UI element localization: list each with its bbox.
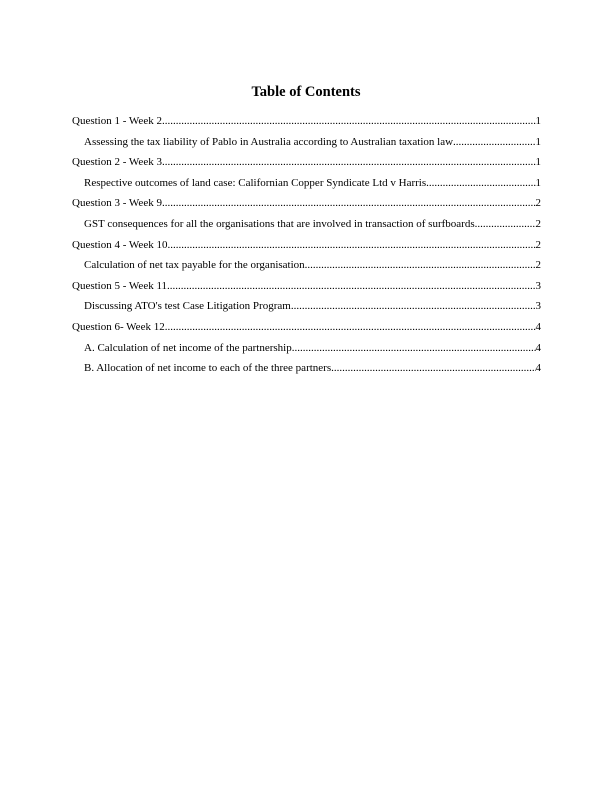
dot-leader [453, 132, 535, 153]
toc-entry[interactable] [72, 111, 541, 132]
toc-entry-page: 4 [535, 341, 541, 354]
toc-entry-page: 2 [535, 217, 541, 230]
toc-entry-page: 3 [535, 279, 541, 292]
toc-entry-page: 2 [535, 238, 541, 251]
toc-entry-label: Question 3 - Week 9 [72, 197, 162, 210]
toc-entry-page: 2 [535, 197, 541, 210]
toc-entry[interactable] [72, 173, 541, 194]
toc-entry[interactable] [72, 358, 541, 379]
toc-entry[interactable] [72, 214, 541, 235]
toc-entry[interactable] [72, 338, 541, 359]
toc-entry[interactable] [72, 296, 541, 317]
dot-leader [162, 193, 536, 214]
dot-leader [165, 317, 536, 338]
toc-entry[interactable] [72, 132, 541, 153]
toc-entry-label: Assessing the tax liability of Pablo in Australia according to Australian taxation law [84, 135, 454, 148]
dot-leader [167, 235, 535, 256]
toc-entry-page: 1 [535, 115, 541, 127]
dot-leader [291, 296, 536, 317]
toc-entry-label: Question 5 - Week 11 [72, 279, 168, 292]
toc-entry-label: GST consequences for all the organisations that are involved in transaction of surfboards [84, 217, 475, 230]
dot-leader [331, 358, 535, 379]
toc-entry-label: Calculation of net tax payable for the organisation [84, 259, 305, 272]
toc-entry[interactable] [72, 276, 541, 297]
dot-leader [167, 276, 535, 297]
toc-entry[interactable] [72, 317, 541, 338]
toc-entry-page: 4 [535, 362, 541, 375]
dot-leader [292, 338, 536, 359]
toc-entry-label: A. Calculation of net income of the partnership [84, 341, 292, 354]
toc-entry[interactable] [72, 193, 541, 214]
toc-entry[interactable] [72, 255, 541, 276]
toc-entry-page: 1 [535, 135, 541, 148]
toc-entry[interactable] [72, 235, 541, 256]
toc-entry-label: Question 6- Week 12 [72, 320, 165, 333]
toc-entry-page: 2 [535, 259, 541, 272]
dot-leader [475, 214, 536, 235]
toc-entry-page: 3 [535, 300, 541, 313]
table-of-contents [72, 111, 541, 379]
toc-entry-page: 1 [535, 176, 541, 189]
toc-entry-label: Respective outcomes of land case: Californian Copper Syndicate Ltd v Harris [84, 176, 427, 189]
dot-leader [305, 255, 536, 276]
toc-entry-label: Question 1 - Week 2 [72, 115, 162, 127]
toc-entry-page: 4 [535, 320, 541, 333]
toc-entry-label: Question 4 - Week 10 [72, 238, 168, 251]
toc-entry-label: B. Allocation of net income to each of the three partners [84, 362, 332, 375]
toc-title: Table of Contents [251, 84, 361, 100]
dot-leader [162, 111, 536, 132]
toc-entry-label: Discussing ATO's test Case Litigation Program [84, 300, 291, 313]
dot-leader [426, 173, 535, 194]
dot-leader [162, 152, 536, 173]
toc-entry-page: 1 [535, 156, 541, 169]
toc-entry[interactable] [72, 152, 541, 173]
toc-entry-label: Question 2 - Week 3 [72, 156, 162, 169]
